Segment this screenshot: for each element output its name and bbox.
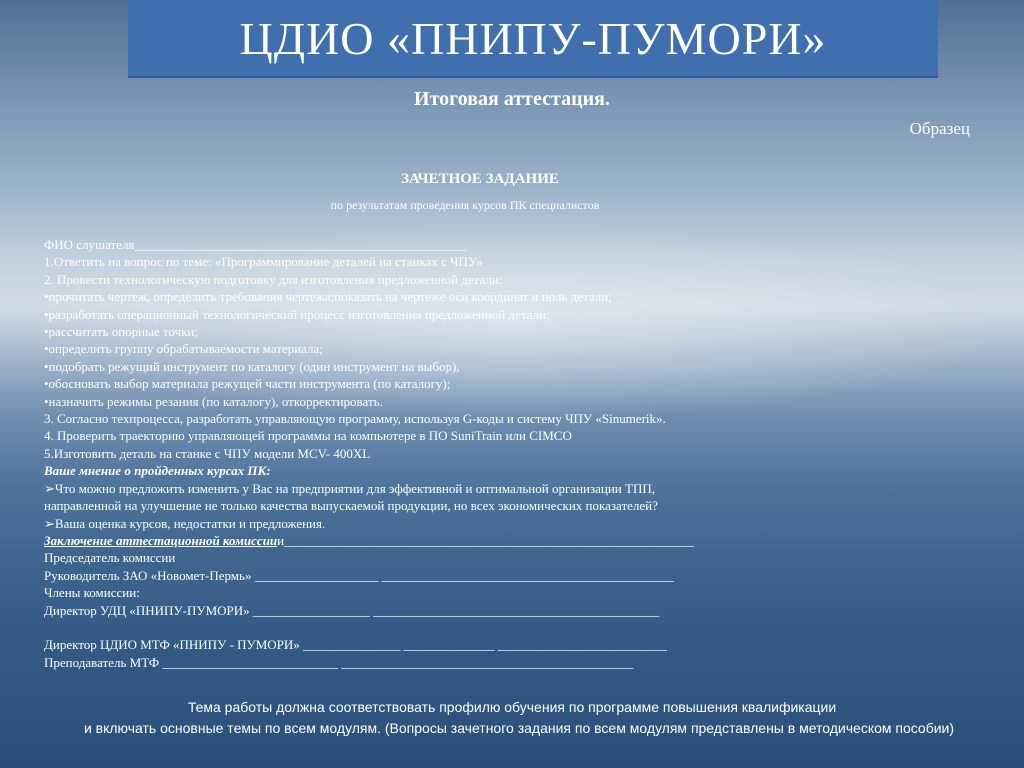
task-title: ЗАЧЕТНОЕ ЗАДАНИЕ [401, 171, 559, 187]
bullet-item: •определить группу обрабатываемости материала; [44, 341, 323, 357]
title-banner [128, 0, 938, 78]
bullet-item: •прочитать чертеж, определить требования чертежа;показать на чертеже оси координат и ноль детали; [44, 289, 612, 305]
director-cdio-line: Директор ЦДИО МТФ «ПНИПУ - ПУМОРИ» _______________ ______________ __________________________ [44, 637, 668, 653]
footer-note [0, 697, 1024, 739]
task-item-4: 4. Проверить траекторию управляющей программы на компьютере в ПО SuniTrain или CIMCO [44, 428, 572, 444]
spacer [44, 619, 694, 636]
task-subtitle: по результатам проведения курсов ПК специалистов [330, 198, 600, 212]
opinion-question-2: ➢Ваша оценка курсов, недостатки и предложения. [44, 515, 326, 531]
task-body [44, 236, 694, 671]
task-item-5: 5.Изготовить деталь на станке с ЧПУ модели MCV- 400XL [44, 445, 371, 461]
task-item-3: 3. Согласно техпроцесса, разработать управляющую программу, используя G-коды и систему ЧПУ «Sinumerik». [44, 411, 666, 427]
conclusion-line [44, 532, 694, 549]
opinion-question-1-cont: направленной на улучшение не только качества выпускаемой продукции, но всех экономических показателей? [44, 498, 658, 514]
fio-line: ФИО слушателя___________________________________________________ [44, 237, 466, 252]
footer-line-1: Тема работы должна соответствовать профилю обучения по программе повышения квалификации [187, 699, 837, 715]
task-item-2: 2. Провести технологическую подготовку для изготовления предложенной детали: [44, 271, 503, 287]
teacher-line: Преподаватель МТФ ___________________________ _____________________________________________ [44, 654, 634, 670]
opinion-heading: Ваше мнение о пройденных курсах ПК: [44, 463, 271, 479]
task-item-1: 1.Ответить на вопрос по теме: «Программирование деталей на станках с ЧПУ» [44, 254, 483, 270]
bullet-item: •рассчитать опорные точки; [44, 324, 198, 340]
members-line: Члены комиссии: [44, 585, 140, 601]
page-title: ЦДИО «ПНИПУ-ПУМОРИ» [239, 12, 827, 64]
bullet-item: •разработать операционный технологический процесс изготовления предложенной детали; [44, 306, 550, 322]
opinion-question-1: ➢Что можно предложить изменить у Вас на предприятии для эффективной и оптимальной организации ТПП, [44, 480, 655, 496]
chair-line: Председатель комиссии [44, 550, 176, 566]
bullet-item: •назначить режимы резания (по каталогу), откорректировать. [44, 393, 383, 409]
footer-line-2: и включать основные темы по всем модулям. (Вопросы зачетного задания по всем модулям представлены в методическом пособии) [83, 720, 955, 736]
sample-label: Образец [909, 119, 970, 138]
director-udc-line: Директор УДЦ «ПНИПУ-ПУМОРИ» __________________ ____________________________________________ [44, 602, 660, 618]
conclusion-blank: и_______________________________________________________________ [277, 532, 694, 548]
head-line: Руководитель ЗАО «Новомет-Пермь» ___________________ _____________________________________________ [44, 567, 674, 583]
conclusion-label: Заключение аттестационной комиссии [44, 532, 278, 548]
bullet-item: •подобрать режущий инструмент по каталогу (один инструмент на выбор), [44, 358, 460, 374]
bullet-item: •обосновать выбор материала режущей части инструмента (по каталогу); [44, 376, 451, 392]
subtitle: Итоговая аттестация. [414, 88, 610, 110]
